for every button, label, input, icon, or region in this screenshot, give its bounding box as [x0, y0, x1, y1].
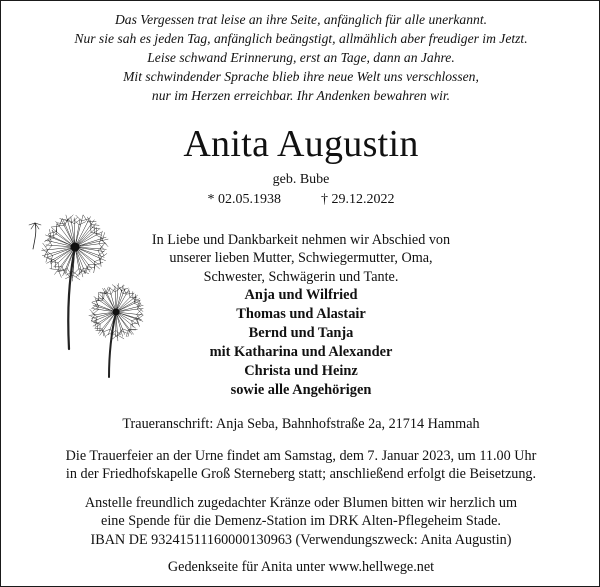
mourner: Bernd und Tanja — [248, 325, 354, 341]
deceased-name: Anita Augustin — [183, 123, 419, 165]
seed-head — [71, 243, 80, 252]
ceremony-line: in der Friedhofskapelle Groß Sterneberg statt; anschließend erfolgt die Beisetzung. — [65, 466, 537, 483]
mourner: Anja und Wilfried — [244, 287, 358, 303]
donation-line: Anstelle freundlich zugedachter Kränze oder Blumen bitten wir herzlich um — [84, 495, 518, 511]
mourning-address: Traueranschrift: Anja Seba, Bahnhofstraße 2a, 21714 Hammah — [122, 416, 480, 432]
mourner: Christa und Heinz — [244, 363, 358, 379]
poem-line: Nur sie sah es jeden Tag, anfänglich beängstigt, allmählich aber freudiger im Jetzt. — [74, 31, 528, 46]
farewell-line: In Liebe und Dankbarkeit nehmen wir Abschied von — [151, 232, 451, 248]
birth-date: * 02.05.1938 — [207, 192, 281, 207]
memorial-page-link: Gedenkseite für Anita unter www.hellwege.net — [167, 559, 435, 575]
birth-name: geb. Bube — [272, 172, 330, 187]
farewell-line: Schwester, Schwägerin und Tante. — [203, 268, 399, 285]
farewell-line: unserer lieben Mutter, Schwiegermutter, Oma, — [169, 250, 433, 267]
mourner: sowie alle Angehörigen — [230, 382, 372, 398]
mourner: mit Katharina und Alexander — [209, 344, 393, 360]
poem-line: nur im Herzen erreichbar. Ihr Andenken bewahren wir. — [151, 88, 451, 103]
poem-line: Das Vergessen trat leise an ihre Seite, anfänglich für alle unerkannt. — [114, 12, 487, 27]
poem-line: Mit schwindender Sprache blieb ihre neue Welt uns verschlossen, — [123, 69, 479, 84]
mourner: Thomas und Alastair — [236, 306, 366, 322]
life-dates — [1, 191, 600, 209]
poem-line: Leise schwand Erinnerung, erst an Tage, dann an Jahre. — [147, 50, 455, 65]
donation-iban: IBAN DE 93241511160000130963 (Verwendungszweck: Anita Augustin) — [90, 531, 512, 548]
seed-stalk — [33, 223, 36, 249]
mourners-list — [101, 286, 501, 400]
farewell-text — [101, 231, 501, 286]
donation-request — [1, 494, 600, 549]
ceremony-line: Die Trauerfeier an der Urne findet am Samstag, dem 7. Januar 2023, um 11.00 Uhr — [65, 448, 537, 464]
memorial-poem — [1, 10, 600, 105]
death-date: † 29.12.2022 — [321, 192, 395, 207]
donation-line: eine Spende für die Demenz-Station im DRK Alten-Pflegeheim Stade. — [101, 513, 501, 530]
funeral-ceremony-info — [1, 447, 600, 484]
